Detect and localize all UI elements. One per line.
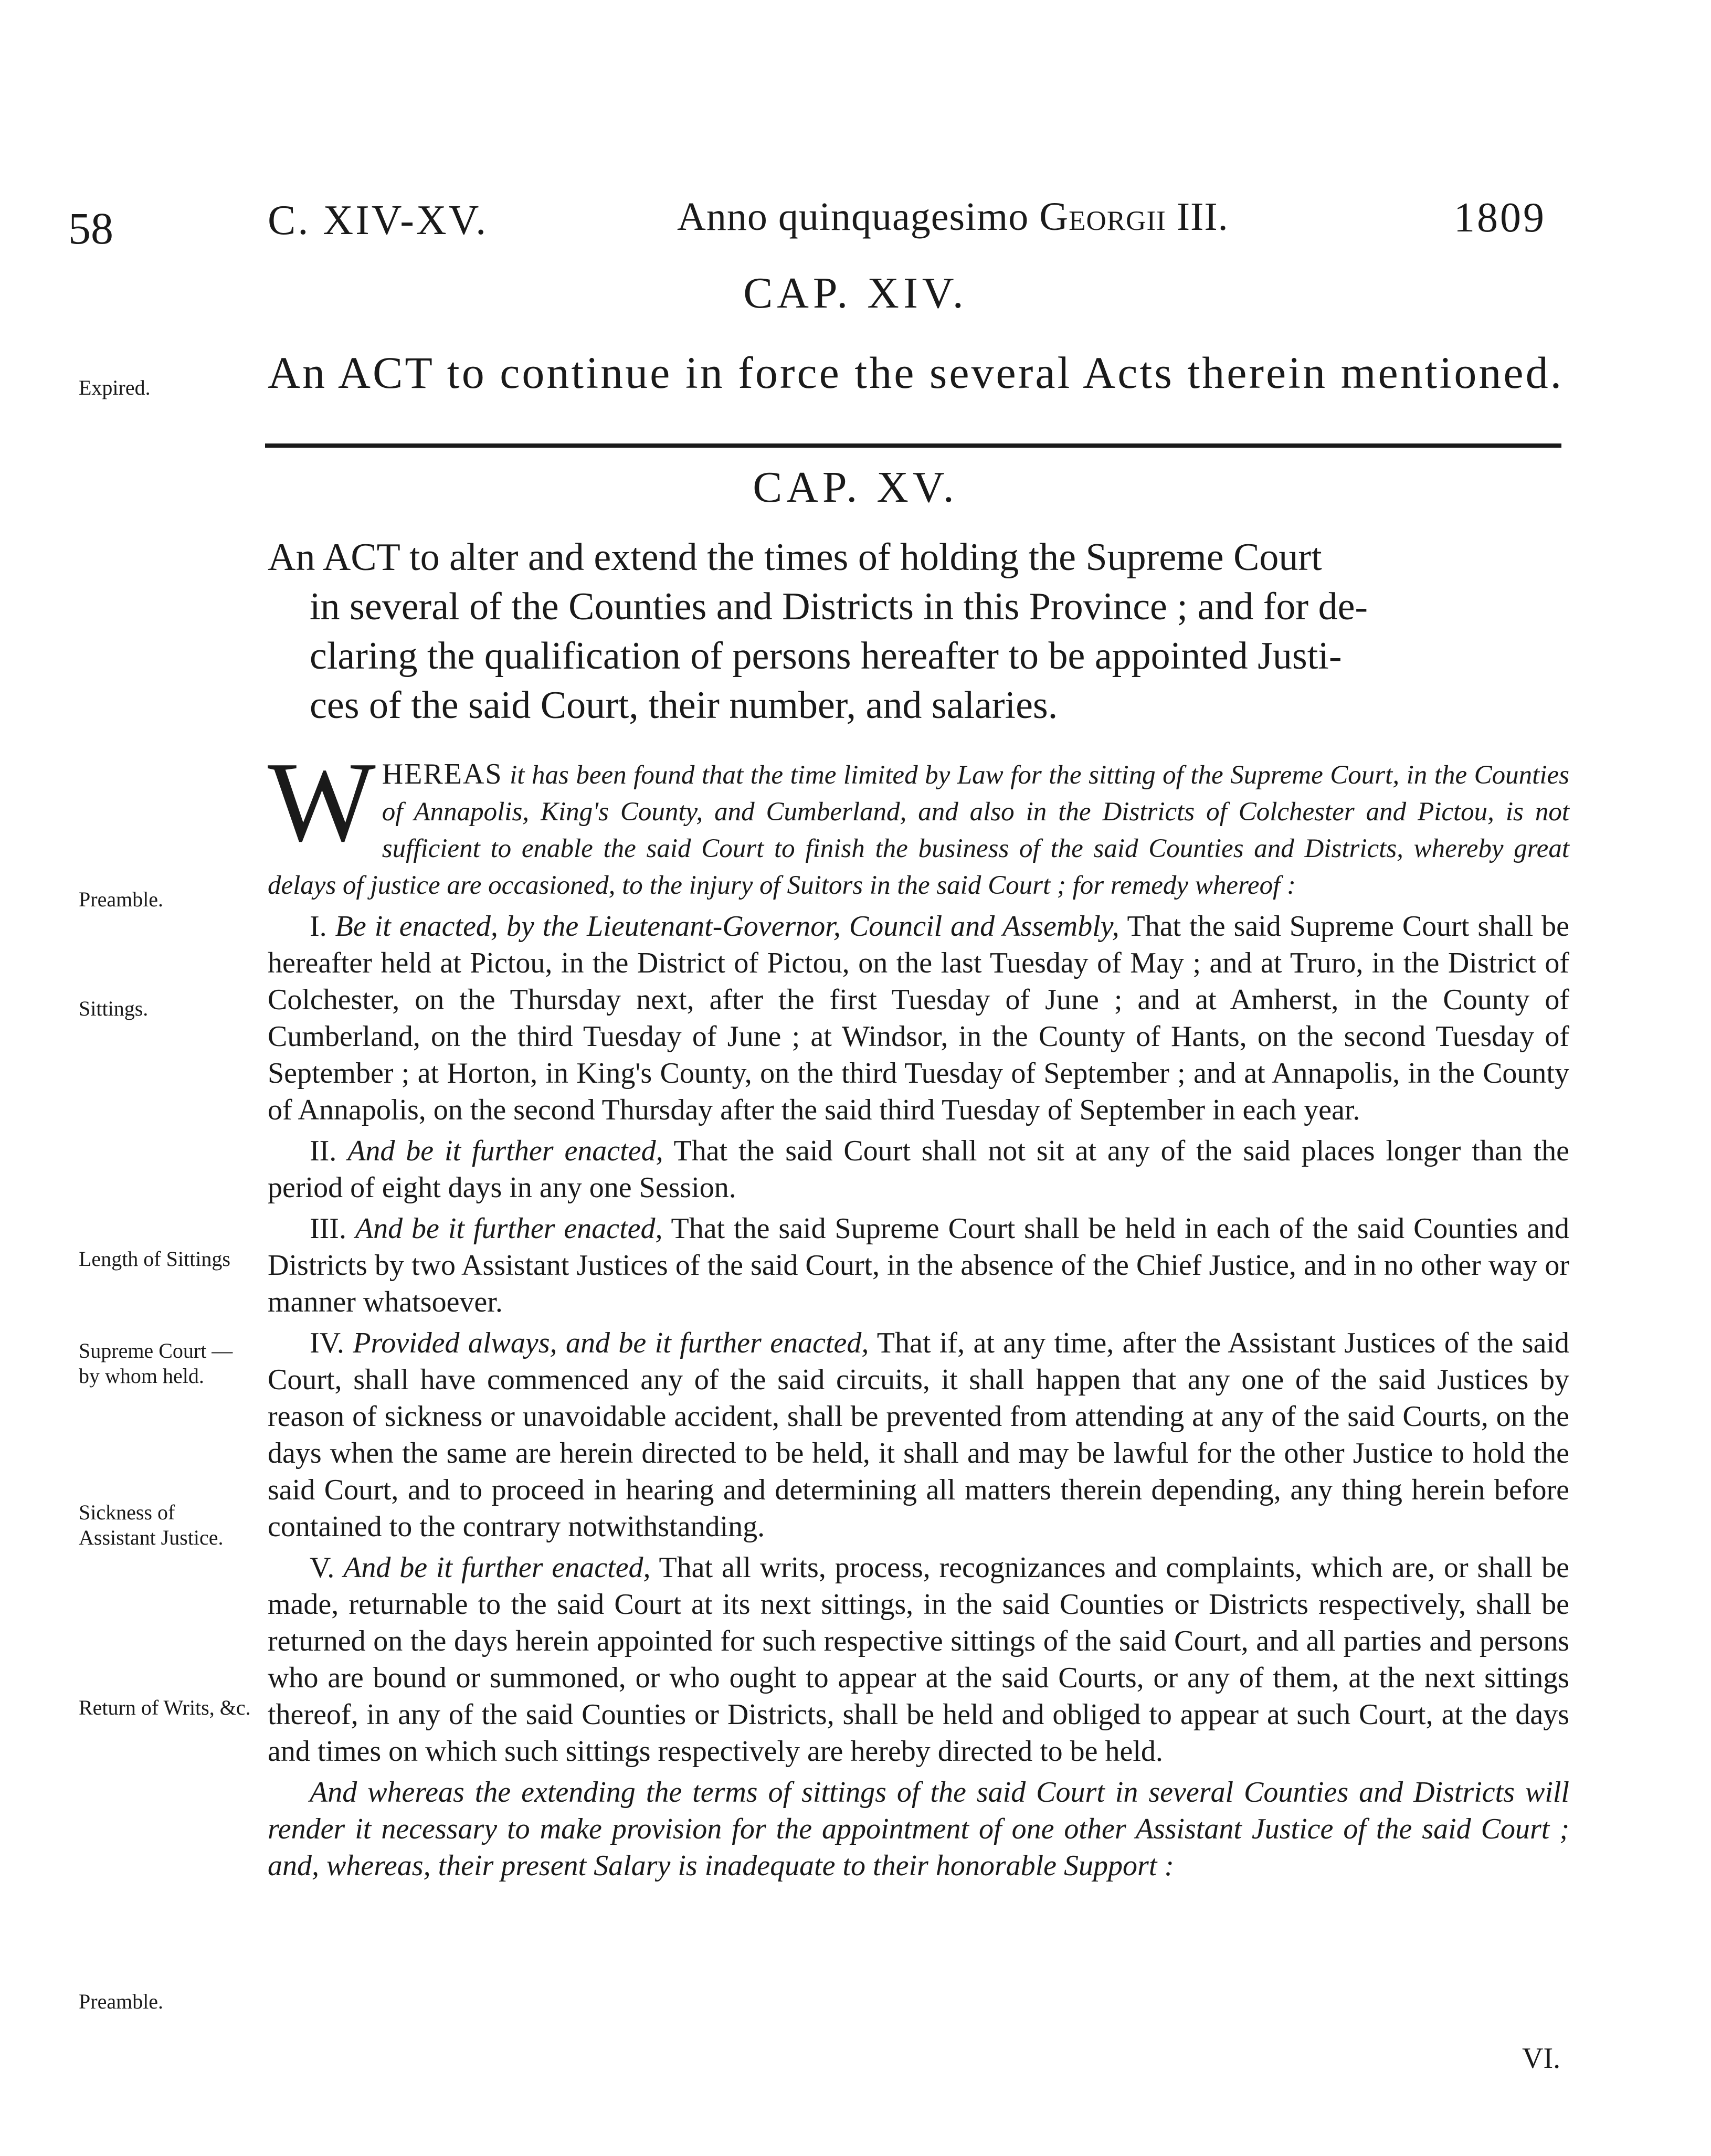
cap15-heading: CAP. XV.	[753, 463, 958, 512]
section-5	[268, 1549, 1569, 1770]
preamble-text: it has been found that the time limited by Law for the sitting of the Supreme Court, in the Counties of Annapolis, King's County, and Cumberland, and also in the Districts of Colchester and Pictou, is not sufficient to enable the said Court to finish the business of the said Counties and Districts, whereby great delays of justice are occasioned, to the injury of Suitors in the said Court ; for remedy whereof :	[268, 760, 1569, 900]
enacting-clause: And be it further enacted,	[347, 1135, 663, 1167]
cap15-title-line: ces of the said Court, their number, and salaries.	[310, 684, 1058, 727]
cap15-title-line: in several of the Counties and Districts in this Province ; and for de-	[310, 585, 1368, 628]
catchword: VI.	[1522, 2042, 1561, 2075]
margin-note-return-of-writs: Return of Writs, &c.	[79, 1696, 251, 1719]
section-text: That the said Supreme Court shall be held in each of the said Counties and Districts by two Assistant Justices of the said Court, in the absence of the Chief Justice, and in no other way or manner whatsoever.	[268, 1212, 1569, 1318]
margin-note-sickness: Sickness of Assistant Justice.	[79, 1500, 224, 1549]
margin-note-expired: Expired.	[79, 376, 151, 399]
preamble-paragraph	[268, 739, 1569, 904]
enacting-clause: Be it enacted, by the Lieutenant-Governor, Council and Assembly,	[335, 910, 1119, 943]
section-text: That if, at any time, after the Assistant Justices of the said Court, shall have commenced any of the said circuits, it shall happen that any one of the said Justices by reason of sickness or unavoidable accident, shall be prevented from attending at any of the said Courts, on the days when the same are herein directed to be held, it shall and may be lawful for the other Justice to hold the said Court, and to proceed in hearing and determining all matters therein depending, any thing herein before contained to the contrary notwithstanding.	[268, 1327, 1570, 1543]
header-title-king: Georgii III.	[1039, 195, 1229, 239]
section-4	[268, 1325, 1569, 1545]
section-number: I.	[310, 910, 335, 943]
header-title	[677, 194, 1229, 240]
cap15-title-line: An ACT to alter and extend the times of holding the Supreme Court	[268, 536, 1322, 579]
cap14-title: An ACT to continue in force the several Acts therein mentioned.	[268, 347, 1564, 398]
margin-note-preamble: Preamble.	[79, 887, 164, 911]
enacting-clause: Provided always, and be it further enacted,	[353, 1327, 869, 1359]
enacting-clause: And be it further enacted,	[343, 1551, 651, 1584]
section-number: IV.	[310, 1327, 353, 1359]
cap15-title	[268, 533, 1569, 730]
preamble-2-paragraph: And whereas the extending the terms of sittings of the said Court in several Counties and Districts will render it necessary to make provision for the appointment of one other Assistant Justice of the said Court ; and, whereas, their present Salary is inadequate to their honorable Support :	[268, 1776, 1569, 1882]
page-number: 58	[68, 203, 113, 253]
margin-note-length-of-sittings: Length of Sittings	[79, 1247, 230, 1271]
drop-cap: W	[268, 739, 376, 865]
section-text: That all writs, process, recognizances and complaints, which are, or shall be made, returnable to the said Court at its next sittings, in the said Counties or Districts respectively, shall be returned on the days herein appointed for such respective sittings of the said Court, and all parties and persons who are bound or summoned, or who ought to appear at the said Courts, or any of them, at the next sittings thereof, in any of the said Counties or Districts, shall be held and obliged to appear at such Court, at the days and times on which such sittings respectively are hereby directed to be held.	[268, 1551, 1569, 1768]
margin-note-preamble-2: Preamble.	[79, 1990, 164, 2013]
header-chapters: C. XIV-XV.	[268, 197, 489, 244]
section-divider	[265, 443, 1561, 448]
section-text: That the said Supreme Court shall be hereafter held at Pictou, in the District of Pictou, on the last Tuesday of May ; and at Truro, in the District of Colchester, on the Thursday next, after the first Tuesday of June ; and at Amherst, in the County of Cumberland, on the third Tuesday of June ; at Windsor, in the County of Hants, on the second Tuesday of September ; at Horton, in King's County, on the third Tuesday of September ; and at Annapolis, in the County of Annapolis, on the second Thursday after the said third Tuesday of September in each year.	[268, 910, 1569, 1126]
header-year: 1809	[1454, 195, 1546, 241]
section-number: III.	[310, 1212, 355, 1245]
enacting-clause: And be it further enacted,	[355, 1212, 663, 1245]
act-body	[268, 739, 1570, 1884]
section-number: V.	[310, 1551, 344, 1584]
header-title-prefix: Anno quinquagesimo	[677, 195, 1029, 239]
preamble-caps: HEREAS	[382, 758, 503, 790]
section-3	[268, 1210, 1569, 1320]
margin-note-supreme-court: Supreme Court —by whom held.	[79, 1339, 233, 1388]
section-text: That the said Court shall not sit at any of the said places longer than the period of eight days in any one Session.	[268, 1135, 1570, 1204]
section-2	[268, 1133, 1569, 1206]
margin-note-sittings: Sittings.	[79, 997, 149, 1020]
section-1	[268, 908, 1569, 1128]
section-number: II.	[310, 1135, 348, 1167]
cap14-heading: CAP. XIV.	[743, 269, 968, 318]
cap15-title-line: claring the qualification of persons hereafter to be appointed Justi-	[310, 635, 1342, 678]
